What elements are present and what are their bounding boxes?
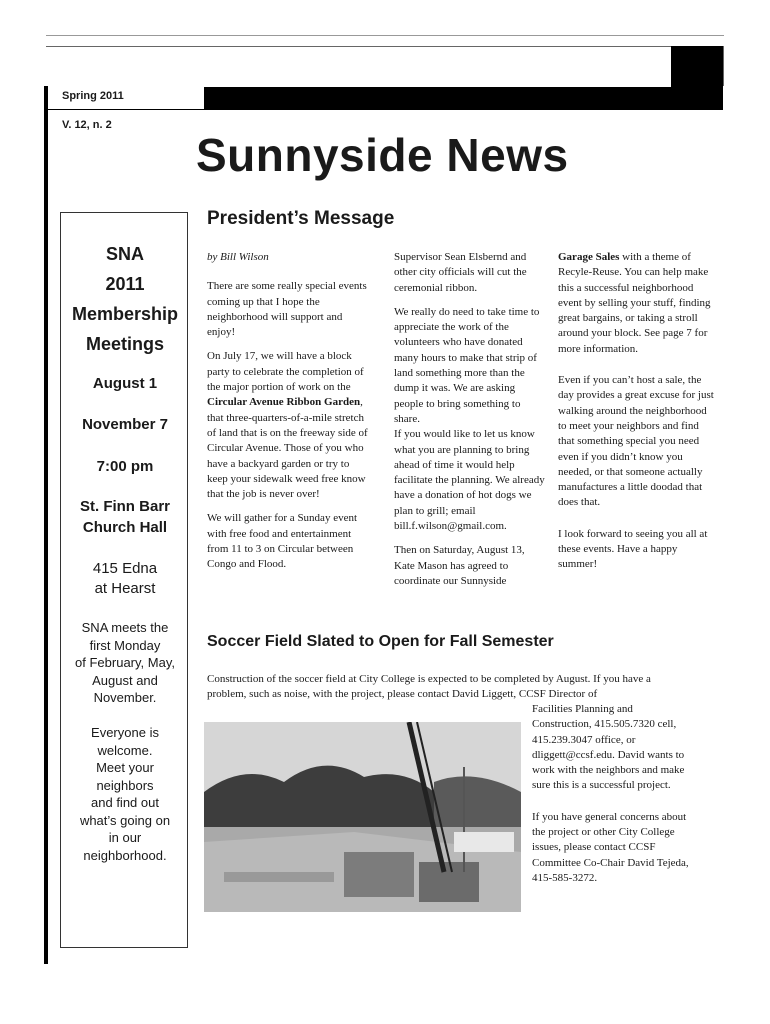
welcome-line: and find out — [91, 795, 159, 810]
paragraph: There are some really special events coming up that I hope the neighborhood will support and enjoy! — [207, 280, 367, 339]
masthead-title: Sunnyside News — [196, 129, 569, 181]
welcome-line: Everyone is — [91, 725, 159, 740]
schedule-line: of February, May, — [75, 655, 175, 670]
issue-season: Spring 2011 — [62, 90, 124, 102]
meeting-date: August 1 — [92, 375, 158, 392]
paragraph: Supervisor Sean Elsbernd and other city officials will cut the ceremonial ribbon. — [394, 251, 527, 294]
schedule-line: SNA meets the — [81, 620, 169, 635]
text-run: , that three-quarters-of-a-mile stretch of land that is on the freeway side of Circular Avenue. Those of you who have a backyard garden or try to keep your sidewalk weed free know that the job is never over! — [207, 396, 368, 501]
sidebar-title-line: 2011 — [105, 274, 145, 294]
meeting-venue: Church Hall — [82, 519, 168, 536]
issue-volume: V. 12, n. 2 — [62, 119, 112, 131]
soccer-heading: Soccer Field Slated to Open for Fall Semester — [207, 633, 554, 650]
construction-photo-graphic — [204, 722, 521, 912]
welcome-line: neighbors — [96, 777, 154, 793]
construction-photo — [204, 722, 521, 912]
paragraph — [207, 349, 369, 502]
paragraph: Then on Saturday, August 13, Kate Mason has agreed to coordinate our Sunnyside — [394, 544, 525, 587]
welcome-line: welcome. — [97, 742, 153, 758]
text-run: with a theme of Recyle-Reuse. You can help make this a successful neighborhood event by selling your stuff, finding great bargains, or taking a stroll around your block. See page 7 for more information. — [558, 251, 711, 355]
byline: by Bill Wilson — [207, 251, 269, 263]
meeting-time: 7:00 pm — [96, 458, 154, 475]
meeting-address: at Hearst — [94, 580, 156, 597]
welcome-line: in our — [108, 830, 142, 845]
text-run: On July 17, we will have a block party to celebrate the completion of the major portion of work on the — [207, 350, 364, 394]
soccer-intro: Construction of the soccer field at City College is expected to be completed by August. If you have a problem, such as noise, with the project, please contact David Liggett, CCSF Director of — [207, 673, 651, 701]
sidebar-title-line: Membership — [71, 304, 179, 324]
emphasis-text: Circular Avenue Ribbon Garden — [207, 396, 361, 409]
top-rule — [46, 35, 724, 36]
paragraph: Facilities Planning and Construction, 415.505.7320 cell, 415.239.3047 office, or dliggett@ccsf.edu. David wants to work with the neighbors and make sure this is a successful project. — [532, 703, 685, 792]
paragraph: I look forward to seeing you all at these events. Have a happy summer! — [558, 527, 708, 571]
meeting-date: November 7 — [82, 416, 168, 433]
paragraph: We really do need to take time to appreciate the work of the volunteers who have donated many hours to make that strip of land something more than the dump it was. We are asking people to bring something to share. — [394, 305, 540, 425]
paragraph — [558, 250, 714, 357]
president-column-3 — [558, 250, 714, 582]
emphasis-text: Garage Sales — [558, 251, 620, 263]
meetings-sidebar — [60, 212, 188, 948]
schedule-line: first Monday — [89, 637, 161, 653]
president-heading: President’s Message — [207, 208, 395, 229]
paragraph: Even if you can’t host a sale, the day provides a great excuse for just walking around the neighborhood to meet your neighbors and find that something special you need even if you didn’t know you needed, or that someone actually manufactures a little doodad that does that. — [558, 374, 714, 509]
left-margin-rule — [44, 86, 48, 964]
season-underline — [46, 109, 204, 110]
schedule-line: November. — [93, 690, 157, 705]
season-bar — [204, 87, 672, 110]
frame-right-rule — [723, 46, 724, 86]
paragraph: If you have general concerns about the project or other City College issues, please contact CCSF Committee Co-Chair David Tejeda, 415-585-3272. — [532, 810, 689, 884]
president-column-2 — [394, 250, 546, 598]
welcome-line: neighborhood. — [83, 847, 167, 863]
meeting-venue: St. Finn Barr — [79, 498, 170, 515]
paragraph: We will gather for a Sunday event with free food and entertainment from 11 to 3 on Circular between Congo and Flood. — [207, 512, 358, 571]
corner-block — [671, 46, 723, 110]
welcome-line: Meet your — [96, 760, 154, 775]
welcome-line: what’s going on — [79, 812, 171, 828]
meeting-address: 415 Edna — [92, 560, 158, 577]
schedule-line: August and — [92, 672, 158, 688]
frame-top-rule — [46, 46, 724, 47]
paragraph: If you would like to let us know what you are planning to bring ahead of time it would help facilitate the planning. We already have a donation of hot dogs we plan to grill; email bill.f.wilson@gmail.com. — [394, 428, 545, 533]
sidebar-title-line: Meetings — [85, 334, 164, 354]
sidebar-title-line: SNA — [105, 244, 144, 264]
soccer-contact-column — [532, 702, 690, 895]
president-column-1 — [207, 250, 369, 582]
